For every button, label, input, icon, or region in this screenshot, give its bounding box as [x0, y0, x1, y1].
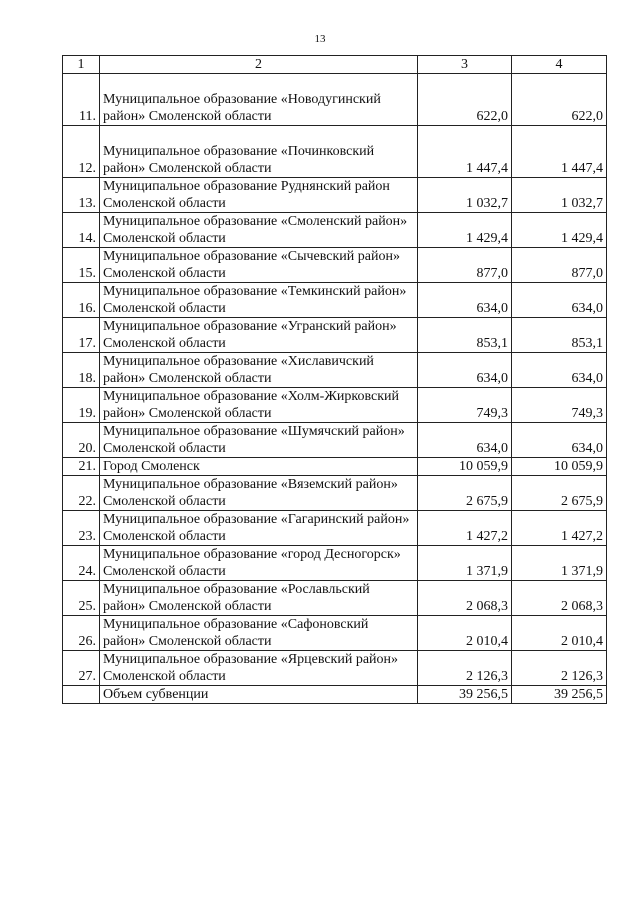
row-number: 24. [63, 546, 100, 581]
value-col4: 634,0 [512, 423, 607, 458]
row-number: 16. [63, 283, 100, 318]
municipality-name: Муниципальное образование «Гагаринский район» Смоленской области [100, 511, 418, 546]
table-row [63, 458, 607, 476]
value-col3: 853,1 [418, 318, 512, 353]
municipality-name: Муниципальное образование «Вяземский район» Смоленской области [100, 476, 418, 511]
total-value-col3: 39 256,5 [418, 686, 512, 704]
value-col4: 2 010,4 [512, 616, 607, 651]
row-number: 25. [63, 581, 100, 616]
table-row [63, 581, 607, 616]
column-header-2: 2 [100, 56, 418, 74]
total-value-col4: 39 256,5 [512, 686, 607, 704]
value-col3: 622,0 [418, 74, 512, 126]
row-number: 14. [63, 213, 100, 248]
row-number: 19. [63, 388, 100, 423]
value-col3: 877,0 [418, 248, 512, 283]
municipality-name: Муниципальное образование «Ярцевский район» Смоленской области [100, 651, 418, 686]
value-col4: 1 371,9 [512, 546, 607, 581]
municipality-name: Муниципальное образование «Сафоновский район» Смоленской области [100, 616, 418, 651]
table-row [63, 318, 607, 353]
municipality-name: Муниципальное образование «Смоленский район» Смоленской области [100, 213, 418, 248]
column-header-1: 1 [63, 56, 100, 74]
table-row [63, 74, 607, 126]
municipality-name: Муниципальное образование «Темкинский район» Смоленской области [100, 283, 418, 318]
row-number: 27. [63, 651, 100, 686]
value-col3: 634,0 [418, 353, 512, 388]
column-header-3: 3 [418, 56, 512, 74]
value-col4: 634,0 [512, 353, 607, 388]
municipality-name: Муниципальное образование «Хиславичский район» Смоленской области [100, 353, 418, 388]
table-row [63, 283, 607, 318]
value-col4: 1 032,7 [512, 178, 607, 213]
municipality-name: Муниципальное образование «Починковский район» Смоленской области [100, 126, 418, 178]
municipality-name: Муниципальное образование «Рославльский район» Смоленской области [100, 581, 418, 616]
row-number: 26. [63, 616, 100, 651]
table-row [63, 546, 607, 581]
value-col3: 1 429,4 [418, 213, 512, 248]
value-col3: 2 126,3 [418, 651, 512, 686]
row-number: 20. [63, 423, 100, 458]
value-col3: 1 447,4 [418, 126, 512, 178]
value-col4: 1 427,2 [512, 511, 607, 546]
municipality-name: Муниципальное образование «Шумячский район» Смоленской области [100, 423, 418, 458]
municipality-name: Муниципальное образование «Сычевский район» Смоленской области [100, 248, 418, 283]
value-col4: 853,1 [512, 318, 607, 353]
subsidy-table [62, 55, 607, 704]
value-col3: 1 371,9 [418, 546, 512, 581]
value-col4: 2 675,9 [512, 476, 607, 511]
table-row [63, 651, 607, 686]
table-row [63, 248, 607, 283]
value-col4: 1 429,4 [512, 213, 607, 248]
row-number: 17. [63, 318, 100, 353]
page-number: 13 [314, 33, 326, 45]
table-header-row [63, 56, 607, 74]
row-number: 13. [63, 178, 100, 213]
municipality-name: Муниципальное образование Руднянский район Смоленской области [100, 178, 418, 213]
value-col3: 2 010,4 [418, 616, 512, 651]
municipality-name: Муниципальное образование «Новодугинский район» Смоленской области [100, 74, 418, 126]
row-number: 23. [63, 511, 100, 546]
row-number: 11. [63, 74, 100, 126]
value-col3: 634,0 [418, 283, 512, 318]
row-number: 15. [63, 248, 100, 283]
table-row [63, 511, 607, 546]
value-col4: 877,0 [512, 248, 607, 283]
value-col4: 622,0 [512, 74, 607, 126]
value-col3: 1 032,7 [418, 178, 512, 213]
row-number: 18. [63, 353, 100, 388]
value-col4: 2 068,3 [512, 581, 607, 616]
table-row [63, 476, 607, 511]
value-col4: 634,0 [512, 283, 607, 318]
value-col3: 2 068,3 [418, 581, 512, 616]
total-label: Объем субвенции [100, 686, 418, 704]
value-col3: 1 427,2 [418, 511, 512, 546]
municipality-name: Муниципальное образование «Угранский район» Смоленской области [100, 318, 418, 353]
table-row [63, 213, 607, 248]
value-col4: 749,3 [512, 388, 607, 423]
value-col3: 2 675,9 [418, 476, 512, 511]
municipality-name: Муниципальное образование «Холм-Жирковский район» Смоленской области [100, 388, 418, 423]
row-number: 12. [63, 126, 100, 178]
total-index-cell [63, 686, 100, 704]
total-row [63, 686, 607, 704]
value-col4: 10 059,9 [512, 458, 607, 476]
value-col3: 749,3 [418, 388, 512, 423]
table-row [63, 178, 607, 213]
municipality-name: Муниципальное образование «город Десногорск» Смоленской области [100, 546, 418, 581]
table-row [63, 388, 607, 423]
municipality-name: Город Смоленск [100, 458, 418, 476]
row-number: 21. [63, 458, 100, 476]
value-col4: 2 126,3 [512, 651, 607, 686]
column-header-4: 4 [512, 56, 607, 74]
table-row [63, 423, 607, 458]
value-col3: 634,0 [418, 423, 512, 458]
value-col4: 1 447,4 [512, 126, 607, 178]
table-row [63, 126, 607, 178]
table-row [63, 353, 607, 388]
table-row [63, 616, 607, 651]
value-col3: 10 059,9 [418, 458, 512, 476]
row-number: 22. [63, 476, 100, 511]
